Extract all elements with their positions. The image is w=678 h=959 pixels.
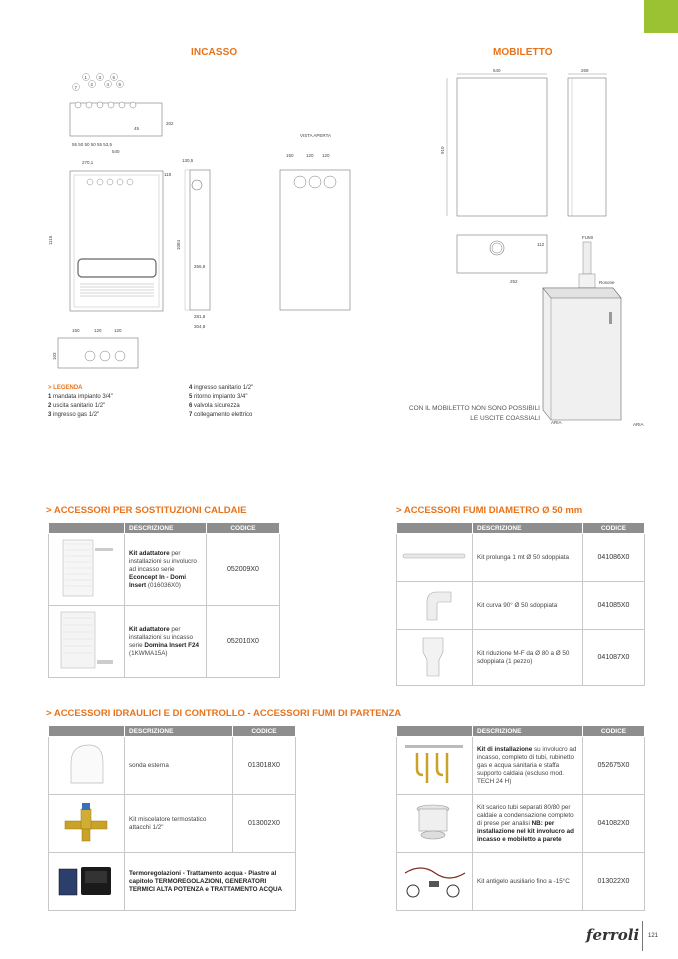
description: sonda esterna (125, 737, 233, 795)
callout: 1 (84, 75, 88, 80)
svg-text:281,8: 281,8 (194, 314, 206, 319)
description: Kit di installazione su involucro ad incasso, completo di tubi, rubinetto gas e acqua sanitaria e staffa supporto caldaia (escluso mod. TECH 24 H) (473, 737, 583, 795)
svg-text:1084: 1084 (176, 239, 181, 250)
section-title-incasso: INCASSO (191, 47, 238, 58)
svg-text:ARIA: ARIA (551, 420, 562, 425)
legend-item: 3 ingresso gas 1/2" (48, 412, 100, 418)
svg-text:270,1: 270,1 (82, 160, 94, 165)
col-descrizione: DESCRIZIONE (473, 726, 583, 737)
table-partenza (396, 725, 645, 911)
corner-tab (644, 0, 678, 33)
table-row (397, 853, 645, 911)
svg-text:910: 910 (440, 146, 445, 154)
description: Kit riduzione M-F da Ø 80 a Ø 50 sdoppiata (1 pezzo) (473, 630, 583, 686)
svg-text:55 50 50 50 55 53,5: 55 50 50 50 55 53,5 (72, 142, 113, 147)
callout: 7 (74, 85, 78, 90)
col-codice: CODICE (583, 523, 645, 534)
legend-col2 (189, 384, 253, 420)
svg-text:VISTA APERTA: VISTA APERTA (300, 133, 332, 138)
description: Kit antigelo ausiliario fino a -15°C (473, 853, 583, 911)
brand-logo: ferroli (586, 926, 640, 944)
svg-text:118: 118 (164, 172, 172, 177)
col-descrizione: DESCRIZIONE (473, 523, 583, 534)
footer-divider (642, 921, 643, 951)
mobiletto-drawings (415, 62, 655, 432)
heading-sostituzioni: > ACCESSORI PER SOSTITUZIONI CALDAIE (46, 505, 247, 516)
pipe-image (397, 534, 473, 582)
description: Termoregolazioni - Trattamento acqua - Piastre al capitolo TERMOREGOLAZIONI, GENERATORI TERMICI ALTA POTENZA e TRATTAMENTO ACQUA (125, 853, 296, 911)
description: Kit prolunga 1 mt Ø 50 sdoppiata (473, 534, 583, 582)
mobiletto-note: CON IL MOBILETTO NON SONO POSSIBILI LE USCITE COASSIALI (408, 405, 540, 422)
legend-title: > LEGENDA (48, 385, 83, 391)
col-codice: CODICE (207, 523, 280, 534)
callout: 5 (112, 75, 116, 80)
description: Kit scarico tubi separati 80/80 per caldaie a condensazione completo di prese per analisi NB: per installazione nel kit involucro ad incasso e mobiletto a parete (473, 795, 583, 853)
table-idraulici (48, 725, 296, 911)
section-title-mobiletto: MOBILETTO (493, 47, 553, 58)
col-descrizione: DESCRIZIONE (125, 523, 207, 534)
svg-text:ARIA: ARIA (633, 422, 644, 427)
svg-text:266,8: 266,8 (194, 264, 206, 269)
callout: 3 (98, 75, 102, 80)
antifreeze-kit-image (397, 853, 473, 911)
callout: 6 (118, 82, 122, 87)
svg-text:150: 150 (72, 328, 80, 333)
table-row (49, 795, 296, 853)
svg-text:150: 150 (286, 153, 294, 158)
col-codice: CODICE (583, 726, 645, 737)
table-row (397, 737, 645, 795)
table-row (397, 630, 645, 686)
svg-text:269: 269 (581, 68, 589, 73)
legend-item: 4 ingresso sanitario 1/2" (189, 385, 254, 391)
legend-item: 2 uscita sanitario 1/2" (48, 403, 106, 409)
description: Kit miscelatore termostatico attacchi 1/2" (125, 795, 233, 853)
code: 013022X0 (583, 853, 645, 911)
svg-text:202: 202 (166, 121, 174, 126)
legend (48, 384, 113, 420)
svg-text:540: 540 (493, 68, 501, 73)
table-sostituzioni (48, 522, 280, 678)
code: 052009X0 (207, 534, 280, 606)
col-codice: CODICE (233, 726, 296, 737)
code: 041086X0 (583, 534, 645, 582)
svg-text:120: 120 (94, 328, 102, 333)
svg-text:1115: 1115 (48, 235, 53, 245)
svg-text:45: 45 (134, 126, 140, 131)
table-fumi50 (396, 522, 645, 686)
flue-kit-image (397, 795, 473, 853)
table-row (49, 737, 296, 795)
controls-image (49, 853, 125, 911)
adapter-panel-image (49, 606, 125, 678)
table-row (397, 795, 645, 853)
sensor-image (49, 737, 125, 795)
svg-text:103: 103 (52, 352, 57, 360)
svg-text:540: 540 (112, 149, 120, 154)
legend-item: 6 valvola sicurezza (189, 403, 240, 409)
svg-text:120: 120 (322, 153, 330, 158)
code: 041087X0 (583, 630, 645, 686)
reducer-image (397, 630, 473, 686)
table-row (397, 582, 645, 630)
svg-text:120: 120 (306, 153, 314, 158)
svg-text:120: 120 (114, 328, 122, 333)
legend-item: 7 collegamento elettrico (189, 412, 253, 418)
install-kit-image (397, 737, 473, 795)
mixer-valve-image (49, 795, 125, 853)
callouts (73, 74, 124, 91)
table-row (49, 606, 280, 678)
svg-text:252: 252 (510, 279, 518, 284)
page-number: 121 (648, 933, 659, 939)
callout: 2 (90, 82, 94, 87)
heading-idraulici: > ACCESSORI IDRAULICI E DI CONTROLLO - ACCESSORI FUMI DI PARTENZA (46, 708, 402, 719)
elbow-image (397, 582, 473, 630)
incasso-drawings (42, 70, 382, 380)
code: 041082X0 (583, 795, 645, 853)
description: Kit adattatore per installazioni su incasso serie Domina Insert F24 (1KWMA15A) (125, 606, 207, 678)
adapter-panel-image (49, 534, 125, 606)
table-row (49, 853, 296, 911)
svg-text:304,8: 304,8 (194, 324, 206, 329)
code: 052010X0 (207, 606, 280, 678)
legend-item: 5 ritorno impianto 3/4" (189, 394, 248, 400)
table-row (49, 534, 280, 606)
code: 052675X0 (583, 737, 645, 795)
table-row (397, 534, 645, 582)
svg-text:130,5: 130,5 (182, 158, 194, 163)
code: 013002X0 (233, 795, 296, 853)
legend-item: 1 mandata impianto 3/4" (48, 394, 113, 400)
col-descrizione: DESCRIZIONE (125, 726, 233, 737)
svg-text:Rosone: Rosone (599, 280, 615, 285)
code: 041085X0 (583, 582, 645, 630)
description: Kit adattatore per installazioni su involucro ad incasso serie Econcept In - Domi Insert (016036X0) (125, 534, 207, 606)
callout: 4 (106, 82, 110, 87)
description: Kit curva 90° Ø 50 sdoppiata (473, 582, 583, 630)
heading-fumi50: > ACCESSORI FUMI DIAMETRO Ø 50 mm (396, 505, 583, 516)
svg-text:FUMI: FUMI (582, 235, 593, 240)
code: 013018X0 (233, 737, 296, 795)
svg-text:112: 112 (537, 242, 545, 247)
